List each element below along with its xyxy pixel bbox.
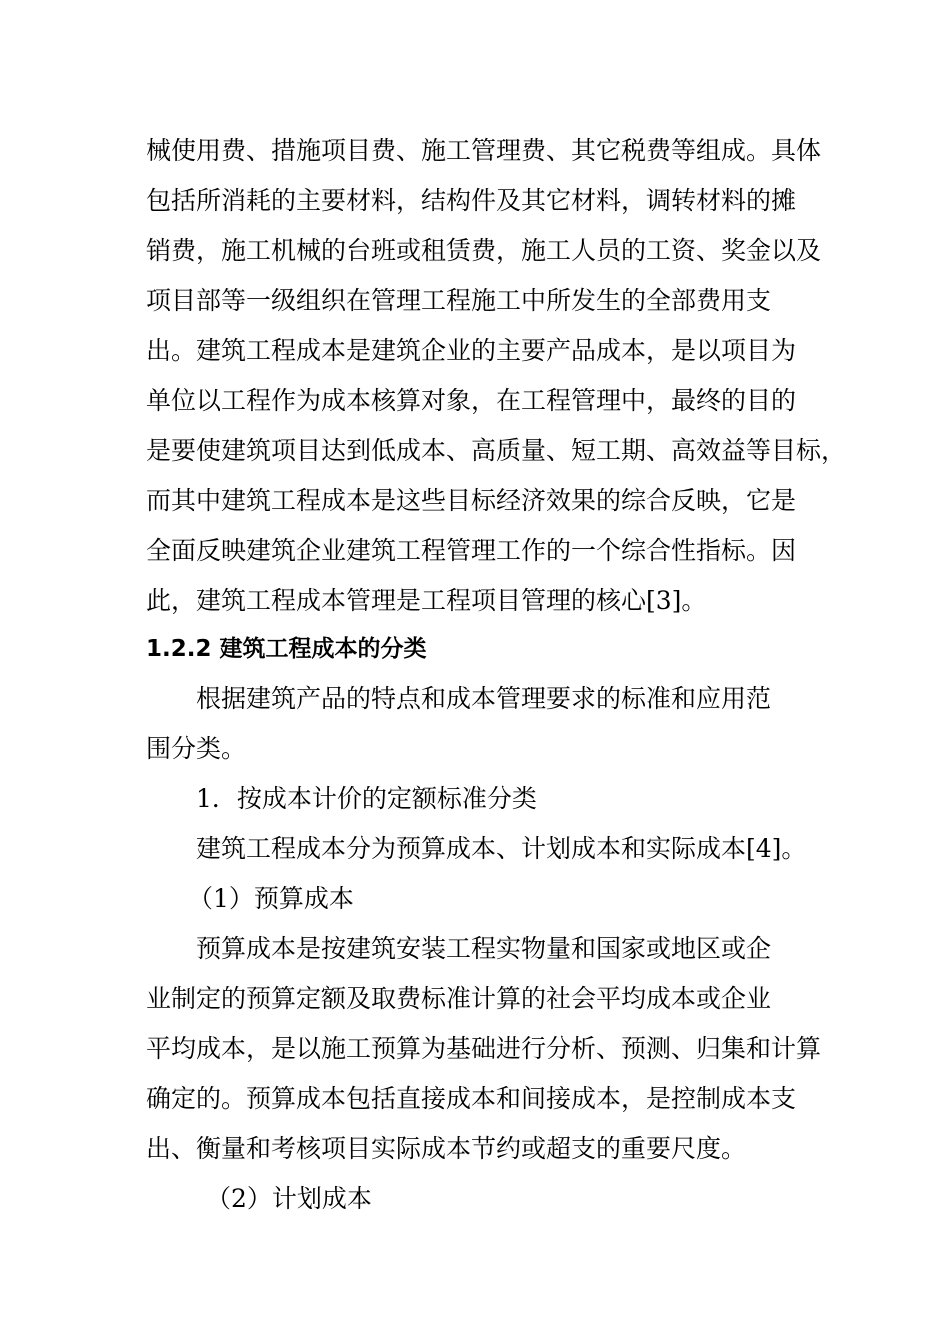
paragraph-3-line-2: 业制定的预算定额及取费标准计算的社会平均成本或企业	[146, 984, 772, 1013]
paragraph-1-line-2: 包括所消耗的主要材料，结构件及其它材料，调转材料的摊	[146, 186, 797, 215]
item-1-intro: 建筑工程成本分为预算成本、计划成本和实际成本[4]。	[196, 834, 807, 863]
subitem-1-title: （1）预算成本	[188, 884, 354, 913]
paragraph-2-line-1: 根据建筑产品的特点和成本管理要求的标准和应用范	[196, 684, 772, 713]
paragraph-3-line-4: 确定的。预算成本包括直接成本和间接成本，是控制成本支	[146, 1084, 797, 1113]
paragraph-1-line-8: 而其中建筑工程成本是这些目标经济效果的综合反映，它是	[146, 486, 797, 515]
section-heading: 1.2.2 建筑工程成本的分类	[146, 636, 427, 662]
paragraph-1-line-9: 全面反映建筑企业建筑工程管理工作的一个综合性指标。因	[146, 536, 797, 565]
paragraph-1-line-6: 单位以工程作为成本核算对象，在工程管理中，最终的目的	[146, 386, 797, 415]
paragraph-1-line-4: 项目部等一级组织在管理工程施工中所发生的全部费用支	[146, 286, 772, 315]
paragraph-3-line-5: 出、衡量和考核项目实际成本节约或超支的重要尺度。	[146, 1134, 747, 1163]
paragraph-1-line-1: 械使用费、措施项目费、施工管理费、其它税费等组成。具体	[146, 136, 822, 165]
paragraph-3-line-1: 预算成本是按建筑安装工程实物量和国家或地区或企	[196, 934, 772, 963]
paragraph-1-line-3: 销费，施工机械的台班或租赁费，施工人员的工资、奖金以及	[146, 236, 822, 265]
paragraph-1-line-5: 出。建筑工程成本是建筑企业的主要产品成本，是以项目为	[146, 336, 797, 365]
paragraph-1-line-7: 是要使建筑项目达到低成本、高质量、短工期、高效益等目标，	[146, 436, 847, 465]
paragraph-1-line-10: 此，建筑工程成本管理是工程项目管理的核心[3]。	[146, 586, 707, 615]
item-1-title: 1．按成本计价的定额标准分类	[196, 784, 537, 813]
subitem-2-title: （2）计划成本	[206, 1184, 372, 1213]
paragraph-2-line-2: 围分类。	[146, 734, 247, 763]
paragraph-3-line-3: 平均成本，是以施工预算为基础进行分析、预测、归集和计算	[146, 1034, 822, 1063]
